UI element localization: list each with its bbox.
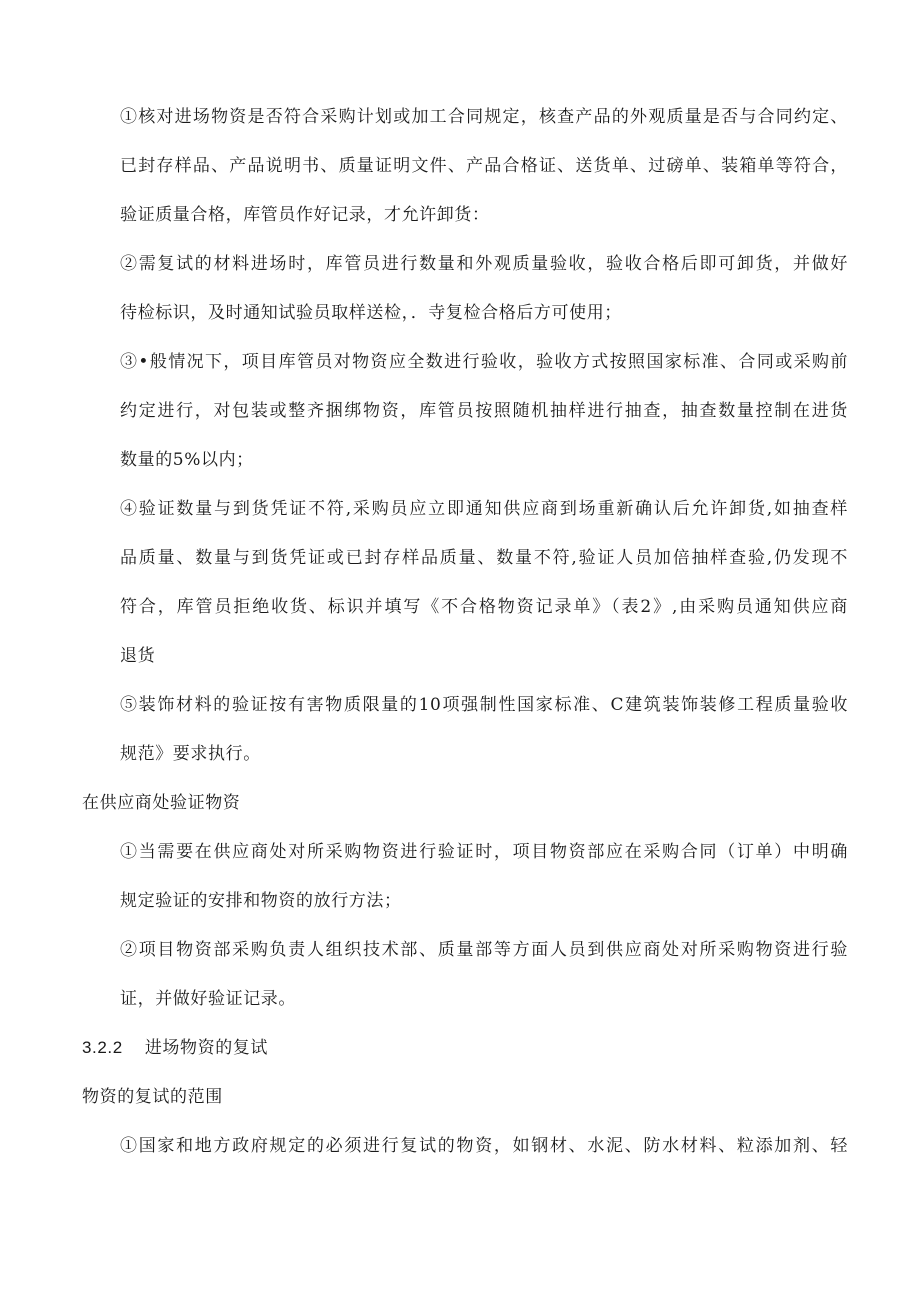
paragraph-4-line-1: ④验证数量与到货凭证不符,采购员应立即通知供应商到场重新确认后允许卸货,如抽查样 <box>120 499 848 519</box>
section-title: 进场物资的复试 <box>144 1038 269 1058</box>
paragraph-1-line-1: ①核对进场物资是否符合采购计划或加工合同规定，核查产品的外观质量是否与合同约定、 <box>120 107 848 127</box>
paragraph-4-line-4: 退货 <box>120 646 156 666</box>
paragraph-7-line-2: 证，并做好验证记录。 <box>120 989 296 1009</box>
paragraph-6-line-1: ①当需要在供应商处对所采购物资进行验证时，项目物资部应在采购合同（订单）中明确 <box>120 842 848 862</box>
paragraph-4-line-3: 符合，库管员拒绝收货、标识并填写《不合格物资记录单》（表2》,由采购员通知供应商 <box>120 597 848 617</box>
paragraph-7-line-1: ②项目物资部采购负责人组织技术部、质量部等方面人员到供应商处对所采购物资进行验 <box>120 940 848 960</box>
paragraph-2-line-2: 待检标识，及时通知试验员取样送检，．寺复检合格后方可使用； <box>120 303 622 323</box>
paragraph-1-line-3: 验证质量合格，库管员作好记录，才允许卸货： <box>120 205 490 225</box>
section-number: 3.2.2 <box>82 1038 123 1057</box>
paragraph-2-line-1: ②需复试的材料进场时，库管员进行数量和外观质量验收，验收合格后即可卸货，并做好 <box>120 254 848 274</box>
paragraph-3-line-3: 数量的5%以内； <box>120 450 254 470</box>
subheading-supplier-verification: 在供应商处验证物资 <box>82 793 241 813</box>
paragraph-3-line-1: ③•般情况下，项目库管员对物资应全数进行验收，验收方式按照国家标准、合同或采购前 <box>120 352 848 372</box>
paragraph-6-line-2: 规定验证的安排和物资的放行方法； <box>120 891 402 911</box>
paragraph-3-line-2: 约定进行，对包装或整齐捆绑物资，库管员按照随机抽样进行抽查，抽查数量控制在进货 <box>120 401 848 421</box>
paragraph-5-line-2: 规范》要求执行。 <box>120 744 261 764</box>
section-heading <box>82 1037 268 1059</box>
paragraph-4-line-2: 品质量、数量与到货凭证或已封存样品质量、数量不符,验证人员加倍抽样查验,仍发现不 <box>120 548 848 568</box>
paragraph-5-line-1: ⑤装饰材料的验证按有害物质限量的10项强制性国家标准、C建筑装饰装修工程质量验收 <box>120 695 848 715</box>
paragraph-8-line-1: ①国家和地方政府规定的必须进行复试的物资，如钢材、水泥、防水材料、粒添加剂、轻 <box>120 1136 848 1156</box>
subheading-retest-scope: 物资的复试的范围 <box>82 1087 223 1107</box>
paragraph-1-line-2: 已封存样品、产品说明书、质量证明文件、产品合格证、送货单、过磅单、装箱单等符合， <box>120 156 848 176</box>
